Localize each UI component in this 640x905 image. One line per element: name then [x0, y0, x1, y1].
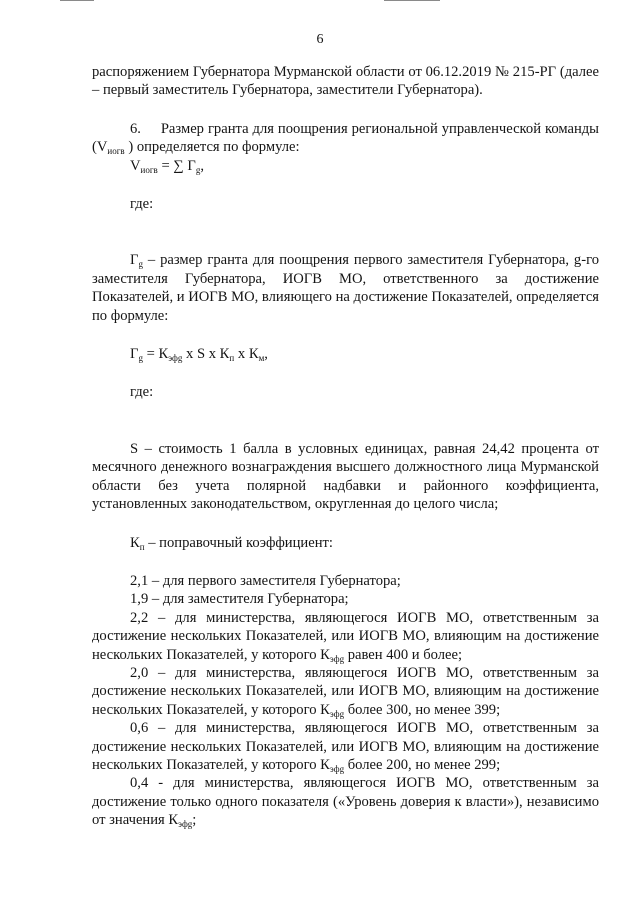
- paragraph-continuation: распоряжением Губернатора Мурманской области от 06.12.2019 № 215-РГ (далее – первый заместитель Губернатора, заместители Губернатора).: [92, 64, 599, 99]
- list-item: 2,2 – для министерства, являющегося ИОГВ МО, ответственным за достижение нескольких Показателей, или ИОГВ МО, влияющим на достижение нескольких Показателей, у которого $К_{эфg}$ равен 400 и более;: [92, 609, 599, 664]
- formula-v-iogv: $V_{иогв}$ = ∑ $Г_g$,: [130, 157, 204, 175]
- paragraph-6: 6. Размер гранта для поощрения региональной управленческой команды ($V_{иогв}$ ) определяется по формуле:: [92, 120, 599, 157]
- paragraph-kp-definition: $К_п$ – поправочный коэффициент:: [130, 534, 333, 552]
- top-rule-right: [384, 0, 440, 1]
- paragraph-number: 6.: [130, 120, 141, 137]
- list-item: 1,9 – для заместителя Губернатора;: [130, 591, 349, 608]
- document-body: [92, 63, 599, 830]
- list-item: 0,6 – для министерства, являющегося ИОГВ МО, ответственным за достижение нескольких Показателей, или ИОГВ МО, влияющим на достижение нескольких Показателей, у которого $К_{эфg}$ более 200, но менее 299;: [92, 720, 599, 774]
- where-label-1: где:: [130, 196, 154, 213]
- paragraph-grant-size: $Г_g$ – размер гранта для поощрения первого заместителя Губернатора, g-го заместителя Губернатора, ИОГВ МО, ответственного за достижение Показателей, и ИОГВ МО, влияющего на достижение Показателей, определяется по формуле:: [92, 252, 600, 324]
- where-label-2: где:: [130, 384, 154, 401]
- list-item: 2,1 – для первого заместителя Губернатора;: [130, 572, 401, 589]
- paragraph-s-definition: S – стоимость 1 балла в условных единицах, равная 24,42 процента от месячного денежного вознаграждения высшего должностного лица Мурманской области без учета полярной надбавки и районного коэффициента, установленных законодательством, округленная до целого числа;: [92, 440, 599, 513]
- list-item: 0,4 - для министерства, являющегося ИОГВ МО, ответственным за достижение только одного показателя («Уровень доверия к власти»), независимо от значения $К_{эфg}$;: [92, 775, 599, 830]
- top-rule-left: [60, 0, 94, 1]
- page-number: 6: [316, 32, 324, 47]
- formula-grant: $Г_g = К_{эфg}$ х S х $К_п$ х $К_м$,: [130, 346, 268, 364]
- list-item: 2,0 – для министерства, являющегося ИОГВ МО, ответственным за достижение нескольких Показателей, или ИОГВ МО, влияющим на достижение нескольких Показателей, у которого $К_{эфg}$ более 300, но менее 399;: [92, 664, 599, 719]
